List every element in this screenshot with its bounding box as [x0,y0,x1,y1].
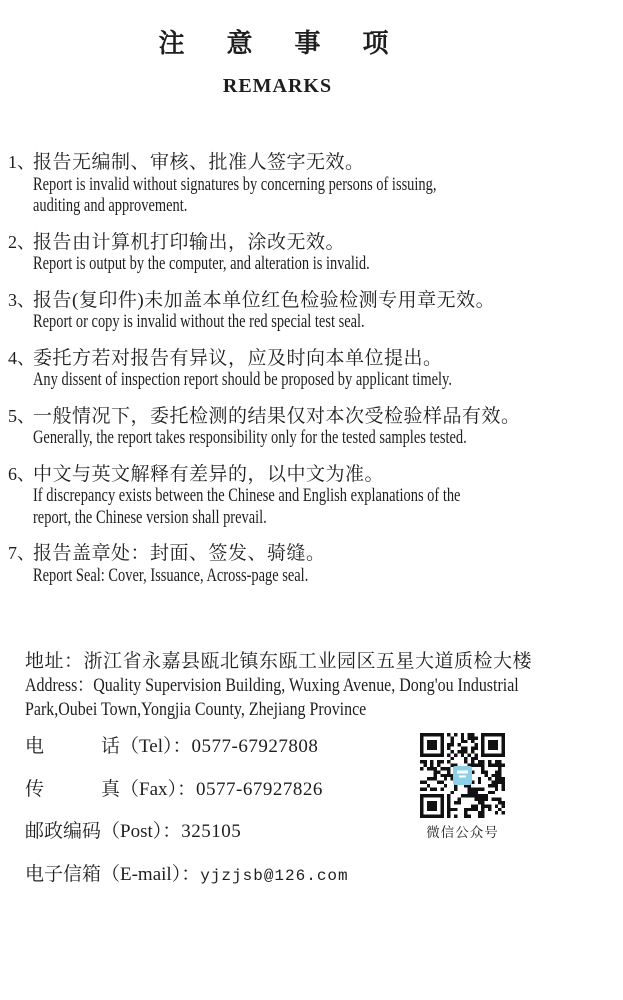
item-text-en: Any dissent of inspection report should be proposed by applicant timely. [33,369,452,390]
phone-value: 0577-67927808 [191,736,319,757]
postcode-row [25,822,415,842]
contact-block [25,737,415,908]
qr-code [420,733,505,818]
item-text-zh: 报告无编制、审核、批准人签字无效。 [33,152,365,173]
item-text-zh: 报告(复印件)未加盖本单位红色检验检测专用章无效。 [33,289,496,311]
remark-item-7 [0,543,615,586]
fax-label: 传 真（Fax）： [25,778,197,800]
page-header [0,28,555,98]
item-text-zh: 委托方若对报告有异议，应及时向本单位提出。 [33,347,443,369]
item-text-en: If discrepancy exists between the Chinese and English explanations of the [33,485,461,506]
item-number: 4、 [8,347,35,368]
item-text-zh: 中文与英文解释有差异的，以中文为准。 [33,463,385,485]
remark-item-2 [0,232,615,275]
remarks-list [0,152,615,601]
item-text-en: Report is output by the computer, and alteration is invalid. [33,253,370,274]
item-text-en: Generally, the report takes responsibility only for the tested samples tested. [33,427,467,448]
phone-label: 电 话（Tel）： [25,736,192,757]
item-text-en: Report is invalid without signatures by concerning persons of issuing, [33,173,437,195]
page-title-zh: 注 意 事 项 [158,29,397,58]
remark-item-1 [0,152,615,217]
item-text-zh: 报告盖章处：封面、签发、骑缝。 [33,543,326,564]
item-number: 3、 [8,289,35,310]
remark-item-4 [0,348,615,391]
item-text-en: Report Seal: Cover, Issuance, Across-page seal. [33,564,309,586]
email-row [25,865,415,886]
email-label: 电子信箱（E-mail）： [25,863,201,885]
item-text-en: Report or copy is invalid without the red special test seal. [33,311,365,332]
item-text-zh: 报告由计算机打印输出，涂改无效。 [33,231,346,253]
item-text-zh: 一般情况下，委托检测的结果仅对本次受检验样品有效。 [33,405,521,427]
item-number: 6、 [8,463,35,484]
item-number: 7、 [8,543,35,563]
address-zh: 地址：浙江省永嘉县瓯北镇东瓯工业园区五星大道质检大楼 [25,651,533,672]
postcode-label: 邮政编码（Post）： [25,821,182,842]
phone-row [25,737,415,757]
item-number: 2、 [8,231,35,252]
wechat-qr-block [420,733,505,841]
remark-item-5 [0,406,615,449]
remark-item-6 [0,464,615,529]
fax-row [25,780,415,800]
address-en: Address：Quality Supervision Building, Wuxing Avenue, Dong'ou Industrial [25,675,519,696]
address-en: Park,Oubei Town,Yongjia County, Zhejiang Province [25,699,367,720]
postcode-value: 325105 [181,821,242,842]
item-number: 5、 [8,405,35,426]
page-title-en: REMARKS [222,75,333,97]
qr-caption: 微信公众号 [426,825,499,840]
item-text-en: auditing and approvement. [33,195,188,216]
fax-value: 0577-67927826 [196,778,323,800]
item-text-en: report, the Chinese version shall prevail. [33,506,267,528]
remark-item-3 [0,290,615,333]
item-number: 1、 [8,152,35,172]
address-block [25,650,621,722]
email-value: yjzjsb@126.com [200,866,349,885]
